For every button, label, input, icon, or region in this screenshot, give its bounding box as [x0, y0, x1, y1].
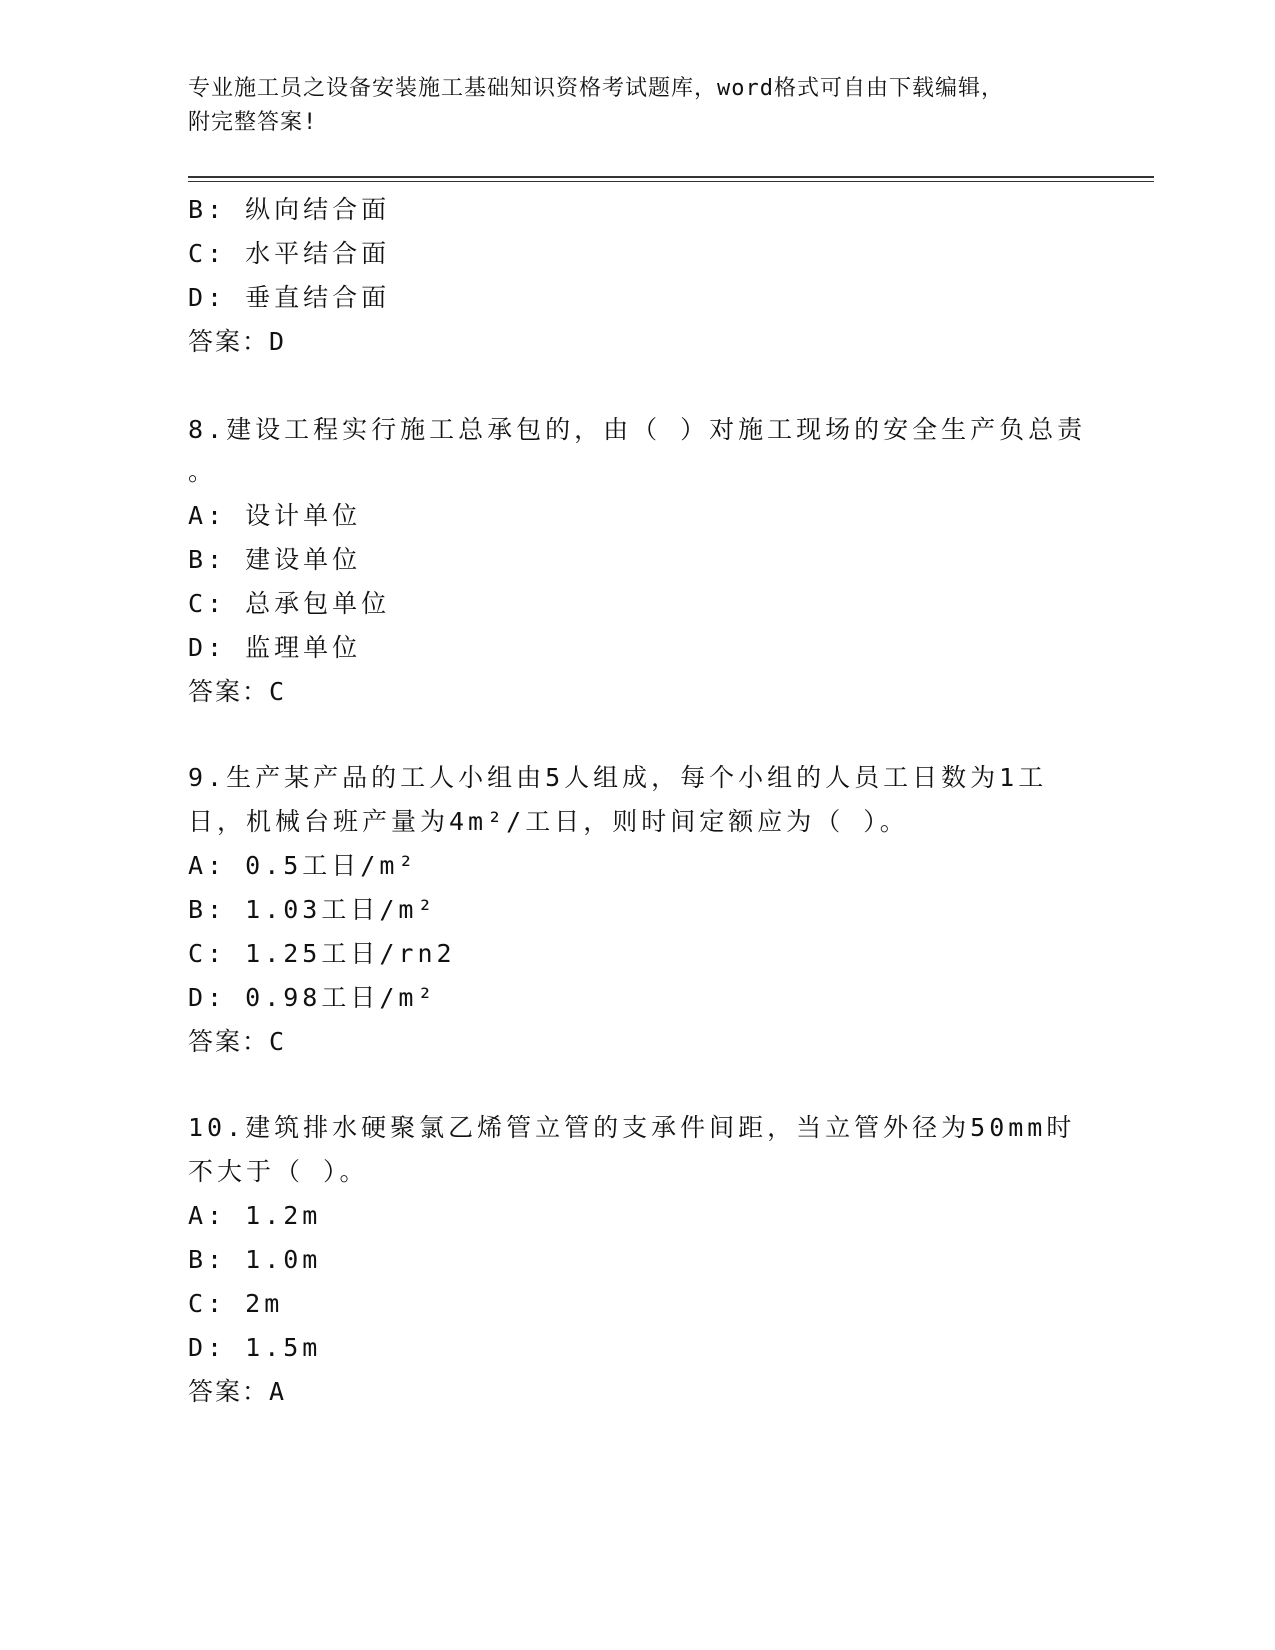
- q9-option-a: A: 0.5工日/m²: [188, 851, 418, 880]
- q8-option-a: A: 设计单位: [188, 501, 362, 530]
- q9-option-d: D: 0.98工日/m²: [188, 983, 437, 1012]
- q10-option-b: B: 1.0m: [188, 1245, 322, 1274]
- q8-option-c: C: 总承包单位: [188, 589, 391, 618]
- q8-stem-line-1: 8.建设工程实行施工总承包的，由（ ）对施工现场的安全生产负总责: [188, 415, 1087, 444]
- q10-answer-value: A: [269, 1377, 287, 1406]
- q7-option-b: B: 纵向结合面: [188, 195, 391, 224]
- header-title-line-2: 附完整答案!: [188, 110, 318, 135]
- header-divider-thin: [188, 181, 1154, 182]
- q10-answer: [188, 1376, 286, 1408]
- q10-stem-line-1: 10.建筑排水硬聚氯乙烯管立管的支承件间距，当立管外径为50mm时: [188, 1113, 1076, 1142]
- q8-answer-value: C: [269, 677, 287, 706]
- q7-answer-value: D: [269, 327, 287, 356]
- q9-answer: [188, 1026, 286, 1058]
- q7-option-c: C: 水平结合面: [188, 239, 391, 268]
- header-title-line-1: 专业施工员之设备安装施工基础知识资格考试题库，word格式可自由下载编辑，: [188, 76, 1004, 101]
- q7-option-d: D: 垂直结合面: [188, 283, 391, 312]
- q9-option-c: C: 1.25工日/rn2: [188, 939, 456, 968]
- q8-stem-line-2: 。: [188, 457, 218, 486]
- q9-stem-line-2: 日，机械台班产量为4m²/工日，则时间定额应为（ ）。: [188, 807, 909, 836]
- q10-stem-line-2: 不大于（ ）。: [188, 1157, 369, 1186]
- q9-answer-value: C: [269, 1027, 287, 1056]
- q10-option-a: A: 1.2m: [188, 1201, 322, 1230]
- q8-answer: [188, 676, 286, 708]
- q10-option-d: D: 1.5m: [188, 1333, 322, 1362]
- q9-option-b: B: 1.03工日/m²: [188, 895, 437, 924]
- q8-option-d: D: 监理单位: [188, 633, 362, 662]
- header-divider-thick: [188, 176, 1154, 178]
- q8-option-b: B: 建设单位: [188, 545, 362, 574]
- q10-answer-label: 答案：: [188, 1377, 270, 1406]
- document-header: [188, 72, 1068, 140]
- q8-answer-label: 答案：: [188, 677, 270, 706]
- q9-answer-label: 答案：: [188, 1027, 270, 1056]
- q7-answer-label: 答案：: [188, 327, 270, 356]
- q7-answer: [188, 326, 286, 358]
- q10-option-c: C: 2m: [188, 1289, 284, 1318]
- q9-stem-line-1: 9.生产某产品的工人小组由5人组成，每个小组的人员工日数为1工: [188, 763, 1048, 792]
